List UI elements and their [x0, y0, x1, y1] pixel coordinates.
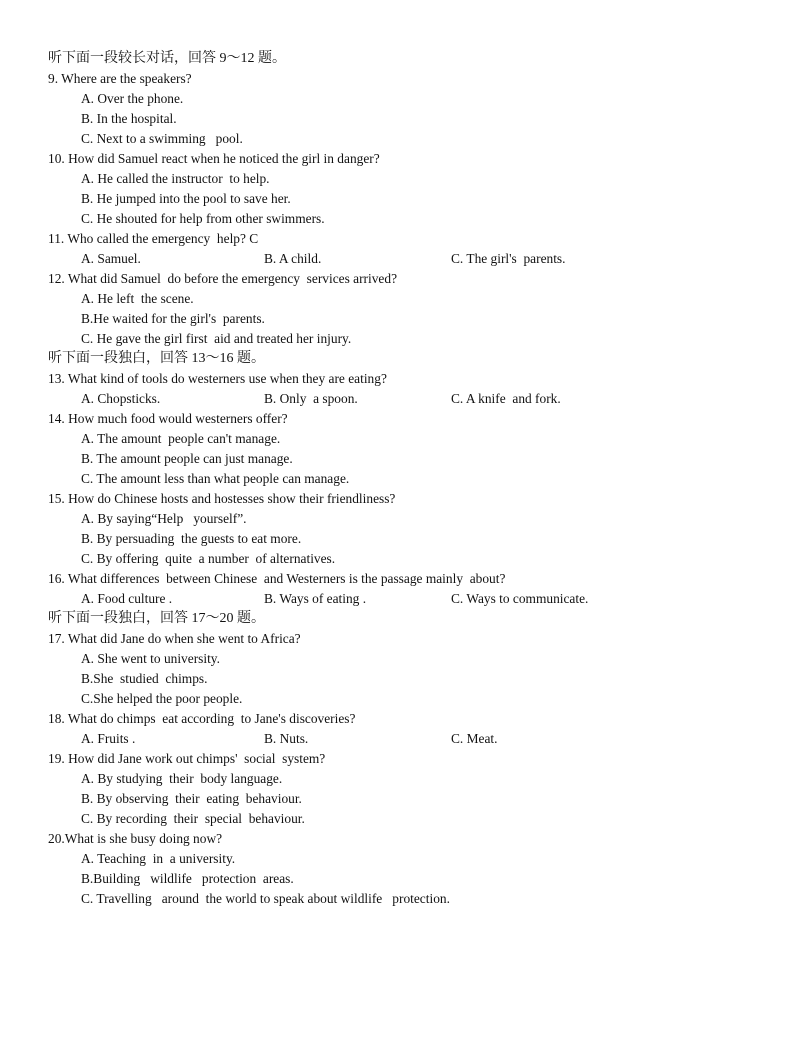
option-text: C. Next to a swimming pool.	[81, 131, 243, 146]
question-text: 20.What is she busy doing now?	[48, 831, 223, 846]
question-text: 18. What do chimps eat according to Jane's discoveries?	[48, 711, 356, 726]
option-text: A. She went to university.	[81, 651, 220, 666]
question-text: 11. Who called the emergency help? C	[48, 231, 259, 246]
option-text: A. Fruits .	[81, 731, 136, 746]
section-heading: 听下面一段较长对话，回答 9～12 题。	[48, 51, 286, 66]
question-text: 12. What did Samuel do before the emergency services arrived?	[48, 271, 398, 286]
options-row	[0, 389, 793, 409]
option-text: A. Samuel.	[81, 251, 141, 266]
options-row	[0, 249, 793, 269]
option-text: B. Nuts.	[264, 731, 309, 746]
option-text: B. By observing their eating behaviour.	[81, 791, 302, 806]
question-text: 16. What differences between Chinese and Westerners is the passage mainly about?	[48, 571, 506, 586]
option-text: B. By persuading the guests to eat more.	[81, 531, 302, 546]
option-text: B. He jumped into the pool to save her.	[81, 191, 291, 206]
option-text: A. He called the instructor to help.	[81, 171, 270, 186]
question-text: 14. How much food would westerners offer?	[48, 411, 288, 426]
question-text: 17. What did Jane do when she went to Africa?	[48, 631, 301, 646]
option-text: C. He shouted for help from other swimmers.	[81, 211, 325, 226]
option-text: B. Ways of eating .	[264, 591, 367, 606]
exam-document	[0, 49, 793, 909]
option-text: C. Meat.	[451, 731, 498, 746]
option-text: C. The girl's parents.	[451, 251, 566, 266]
option-text: B. A child.	[264, 251, 322, 266]
option-text: A. By studying their body language.	[81, 771, 283, 786]
options-row	[0, 589, 793, 609]
section-heading: 听下面一段独白，回答 13～16 题。	[48, 351, 265, 366]
question-text: 9. Where are the speakers?	[48, 71, 192, 86]
option-text: B. The amount people can just manage.	[81, 451, 293, 466]
option-text: A. Teaching in a university.	[81, 851, 236, 866]
option-text: C. Ways to communicate.	[451, 591, 589, 606]
option-text: A. The amount people can't manage.	[81, 431, 281, 446]
option-text: C. By offering quite a number of alternatives.	[81, 551, 336, 566]
option-text: C.She helped the poor people.	[81, 691, 243, 706]
option-text: B. In the hospital.	[81, 111, 177, 126]
option-text: C. A knife and fork.	[451, 391, 561, 406]
question-text: 19. How did Jane work out chimps' social system?	[48, 751, 326, 766]
option-text: B.She studied chimps.	[81, 671, 208, 686]
option-text: A. Over the phone.	[81, 91, 184, 106]
option-text: C. He gave the girl first aid and treated her injury.	[81, 331, 352, 346]
option-text: B.Building wildlife protection areas.	[81, 871, 294, 886]
option-text: B.He waited for the girl's parents.	[81, 311, 265, 326]
section-heading: 听下面一段独白，回答 17～20 题。	[48, 611, 265, 626]
option-text: A. By saying“Help yourself”.	[81, 511, 247, 526]
option-text: B. Only a spoon.	[264, 391, 358, 406]
option-text: C. The amount less than what people can manage.	[81, 471, 350, 486]
question-text: 13. What kind of tools do westerners use when they are eating?	[48, 371, 387, 386]
option-text: C. Travelling around the world to speak about wildlife protection.	[81, 891, 450, 906]
question-text: 10. How did Samuel react when he noticed the girl in danger?	[48, 151, 380, 166]
question-text: 15. How do Chinese hosts and hostesses show their friendliness?	[48, 491, 396, 506]
option-text: A. Food culture .	[81, 591, 173, 606]
option-text: A. Chopsticks.	[81, 391, 161, 406]
option-text: A. He left the scene.	[81, 291, 194, 306]
options-row	[0, 729, 793, 749]
option-text: C. By recording their special behaviour.	[81, 811, 305, 826]
